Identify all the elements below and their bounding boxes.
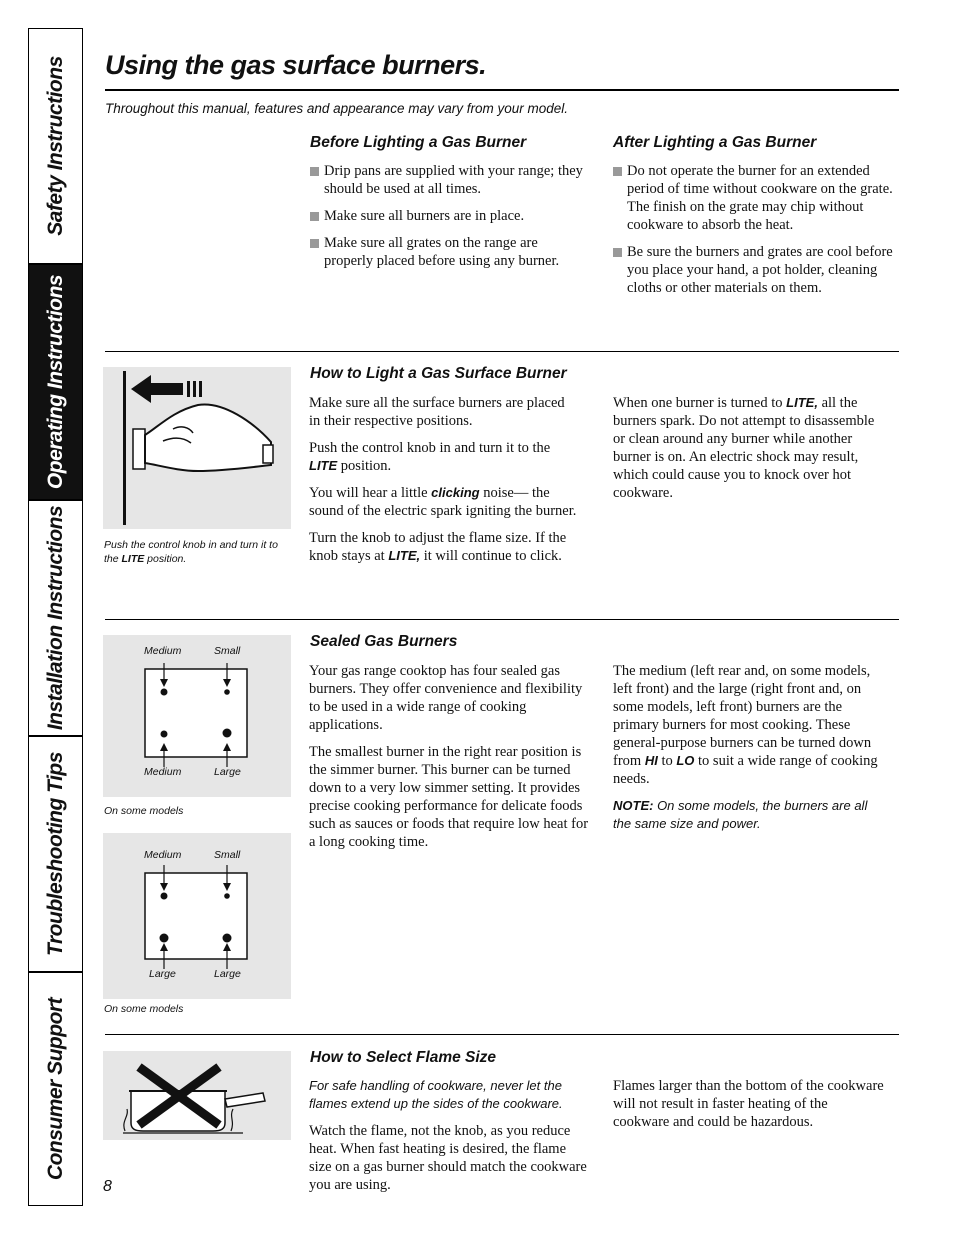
list-item: Do not operate the burner for an extended period of time without cookware on the grate. The finish on the grate may chip without cookware to absorb the heat.	[613, 162, 901, 234]
caption-text: Push the control knob in and turn it to the	[104, 539, 278, 565]
page-title: Using the gas surface burners.	[105, 50, 487, 80]
text: You will hear a little	[309, 485, 432, 501]
tab-label: Operating Instructions	[43, 274, 67, 490]
text-emphasis: LITE	[309, 458, 338, 473]
knob-illustration	[103, 367, 291, 529]
list-item: Make sure all burners are in place.	[310, 207, 590, 225]
text: to suit a wide range of cooking needs.	[613, 753, 878, 787]
text: Push the control knob in and turn it to the	[309, 440, 551, 456]
diagram-caption: On some models	[104, 1003, 184, 1015]
note-text: On some models, the burners are all the same size and power.	[613, 798, 868, 831]
diagram-caption: On some models	[104, 805, 184, 817]
how-to-light-heading: How to Light a Gas Surface Burner	[310, 365, 567, 382]
primary-burners-text	[613, 662, 885, 842]
burner-label: Large	[214, 766, 241, 778]
paragraph	[309, 484, 579, 520]
tab-label: Safety Instructions	[43, 56, 67, 236]
text-emphasis: LITE,	[786, 395, 818, 410]
paragraph: Make sure all the surface burners are placed in their respective positions.	[309, 395, 565, 429]
note-label: NOTE:	[613, 798, 654, 813]
flame-illustration	[103, 1051, 291, 1140]
text: all the burners spark. Do not attempt to disassemble or clean around any burner while another burner is on. An electric shock may result, which could cause you to knock over hot cookware.	[613, 395, 875, 501]
burner-diagram-2	[103, 833, 291, 999]
burner-label: Small	[214, 849, 241, 861]
text: it will continue to click.	[420, 548, 562, 564]
burner-label: Large	[149, 968, 176, 980]
after-lighting-heading: After Lighting a Gas Burner	[613, 134, 817, 151]
text: to	[657, 753, 677, 769]
title-rule	[105, 89, 899, 91]
tab-operating-instructions[interactable]	[28, 264, 83, 500]
page-number: 8	[103, 1178, 112, 1195]
text-emphasis: clicking	[431, 485, 480, 500]
list-item: Make sure all grates on the range are properly placed before using any burner.	[310, 234, 590, 270]
page-subtitle: Throughout this manual, features and appearance may vary from your model.	[105, 101, 568, 116]
paragraph	[309, 439, 579, 475]
paragraph: Watch the flame, not the knob, as you reduce heat. When fast heating is desired, the flame size on a gas burner should match the cookware you are using.	[309, 1123, 587, 1193]
text: position.	[337, 458, 392, 474]
text-emphasis: LITE,	[388, 548, 421, 563]
tab-label: Consumer Support	[43, 997, 67, 1181]
paragraph: Flames larger than the bottom of the cookware will not result in faster heating of the cookware and could be hazardous.	[613, 1078, 884, 1130]
caption-text: position.	[144, 553, 187, 565]
before-lighting-heading: Before Lighting a Gas Burner	[310, 134, 527, 151]
section-divider	[105, 1034, 899, 1035]
list-item: Drip pans are supplied with your range; they should be used at all times.	[310, 162, 590, 198]
no-oversized-flame-icon	[103, 1051, 291, 1140]
burner-label: Medium	[144, 645, 182, 657]
burner-label: Large	[214, 968, 241, 980]
text: The medium (left rear and, on some models, left front) and the large (right front and, on some models, left front) burners are the primary burners for most cooking. These general-purpose burners can be turned down from	[613, 663, 872, 769]
paragraph	[613, 662, 885, 788]
burner-layout-icon	[103, 833, 291, 999]
section-divider	[105, 619, 899, 620]
burner-label: Medium	[144, 849, 182, 861]
burner-diagram-1	[103, 635, 291, 797]
how-to-light-text	[309, 394, 579, 574]
text-emphasis: HI	[644, 753, 658, 768]
flame-hazard-text	[613, 1077, 885, 1140]
burner-label: Medium	[144, 766, 182, 778]
note	[613, 797, 885, 833]
burner-layout-icon	[103, 635, 291, 797]
flame-size-heading: How to Select Flame Size	[310, 1049, 497, 1066]
section-divider	[105, 351, 899, 352]
caption-emphasis: LITE	[121, 553, 145, 565]
sealed-burners-heading: Sealed Gas Burners	[310, 633, 458, 650]
flame-size-text	[309, 1077, 591, 1203]
knob-caption	[104, 538, 294, 566]
text-emphasis: LO	[676, 753, 695, 768]
tab-label: Installation Instructions	[43, 505, 67, 731]
before-lighting-list	[310, 162, 590, 279]
paragraph: The smallest burner in the right rear position is the simmer burner. This burner can be turned down to a very low simmer setting. It provides precise cooking performance for delicate foods such as sauces or foods that require low heat for a long cooking time.	[309, 744, 589, 850]
after-lighting-list	[613, 162, 901, 306]
paragraph: Your gas range cooktop has four sealed gas burners. They offer convenience and flexibility to be used in a wide range of cooking applications.	[309, 663, 583, 733]
paragraph	[613, 394, 885, 502]
sealed-burners-text	[309, 662, 589, 860]
tab-safety-instructions[interactable]	[28, 28, 83, 264]
warning-text: For safe handling of cookware, never let the flames extend up the sides of the cookware.	[309, 1078, 563, 1111]
lite-warning-text	[613, 394, 885, 511]
list-item: Be sure the burners and grates are cool before you place your hand, a pot holder, cleaning cloths or other materials on them.	[613, 243, 901, 297]
text: Turn the knob to adjust the flame size. If the knob stays at	[309, 530, 567, 564]
tab-label: Troubleshooting Tips	[43, 752, 67, 956]
text: noise— the sound of the electric spark igniting the burner.	[309, 485, 577, 519]
hand-turning-knob-icon	[103, 367, 291, 529]
tab-troubleshooting-tips[interactable]	[28, 736, 83, 972]
paragraph	[309, 529, 579, 565]
burner-label: Small	[214, 645, 241, 657]
text: When one burner is turned to	[613, 395, 787, 411]
tab-consumer-support[interactable]	[28, 972, 83, 1206]
tab-installation-instructions[interactable]	[28, 500, 83, 736]
sidebar-tabs	[28, 28, 83, 1206]
